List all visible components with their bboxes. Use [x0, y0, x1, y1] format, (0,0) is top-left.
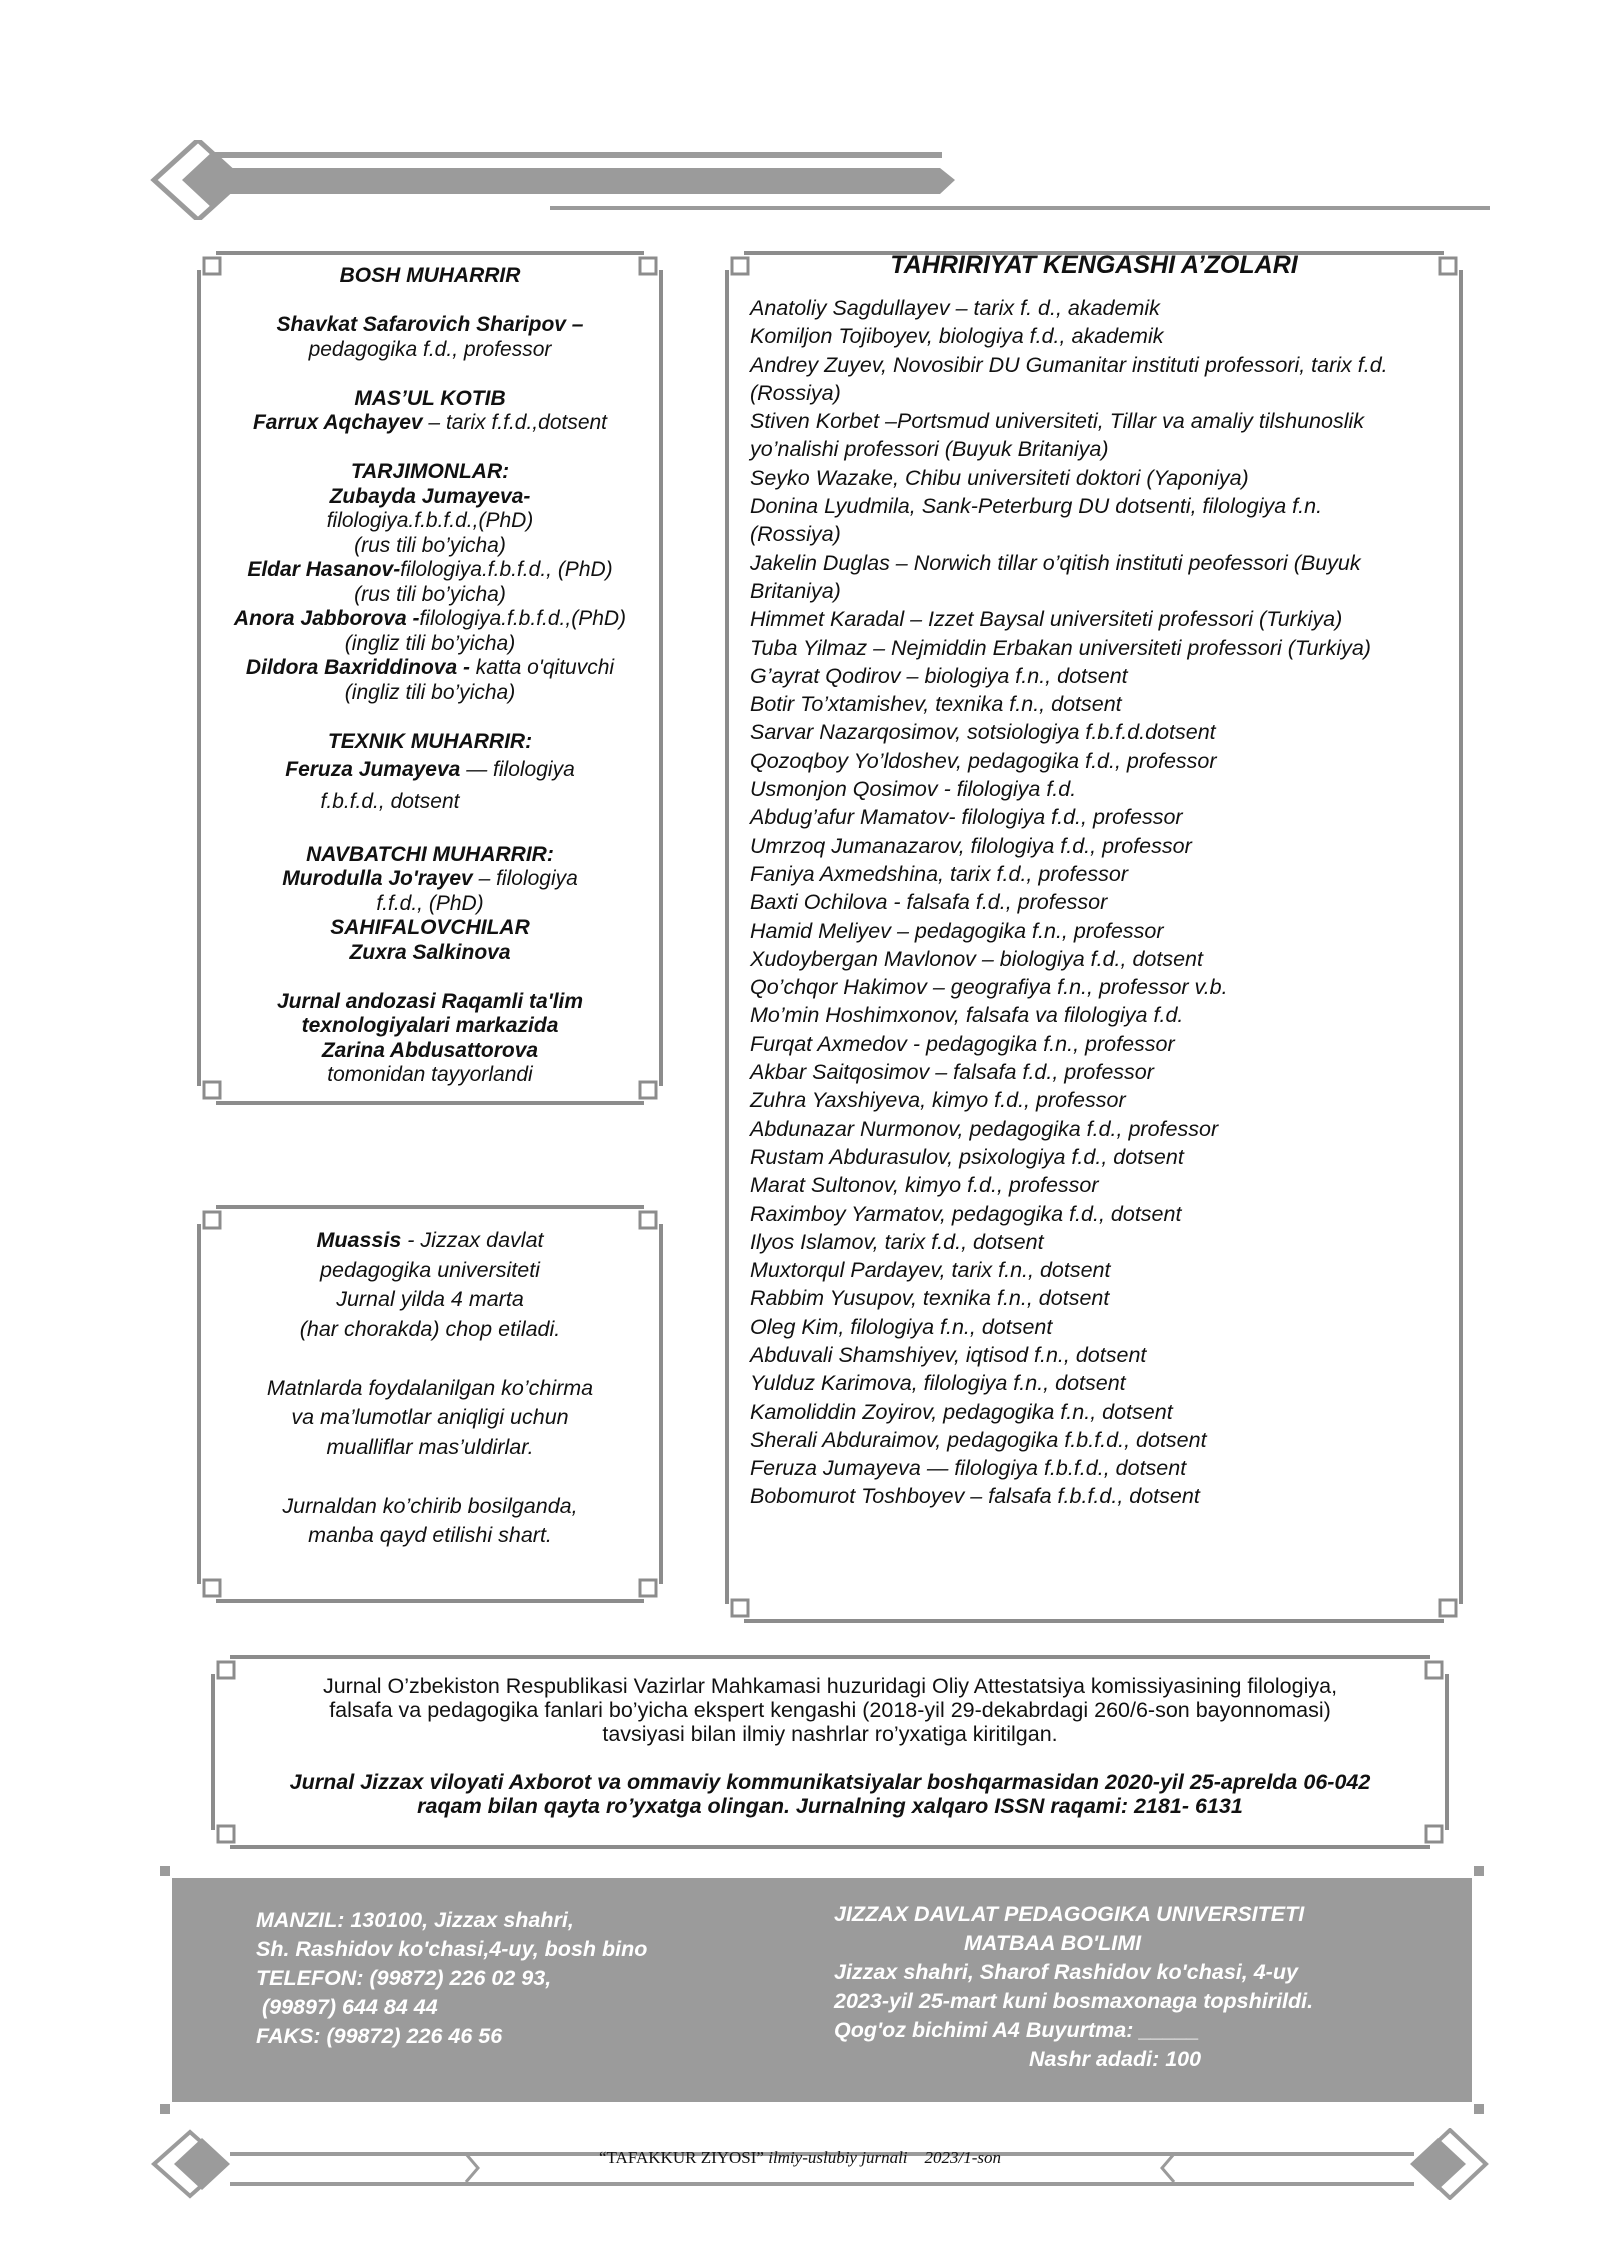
board-member: Mo’min Hoshimxonov, falsafa va filologiya f.d. — [750, 1003, 1184, 1028]
board-member: Hamid Meliyev – pedagogika f.n., professor — [750, 918, 1164, 943]
board-member: Feruza Jumayeva — filologiya f.b.f.d., dotsent — [750, 1456, 1187, 1481]
printing-date: 2023-yil 25-mart kuni bosmaxonaga topshirildi. — [834, 1989, 1314, 2013]
board-member: Sarvar Nazarqosimov, sotsiologiya f.b.f.d.dotsent — [750, 720, 1216, 745]
board-member: Baxti Ochilova - falsafa f.d., professor — [750, 890, 1108, 915]
board-member: Umrzoq Jumanazarov, filologiya f.d., professor — [750, 833, 1192, 858]
address-line: Sh. Rashidov ko'chasi,4-uy, bosh bino — [256, 1937, 648, 1961]
translator-language: (ingliz tili bo’yicha) — [344, 680, 516, 704]
board-member: Komiljon Tojiboyev, biologiya f.d., akademik — [750, 324, 1164, 349]
publication-frequency: Jurnal yilda 4 marta — [336, 1287, 524, 1311]
journal-type: ilmiy-uslubiy jurnali — [763, 2148, 908, 2167]
founder-text: - Jizzax davlat — [401, 1228, 544, 1252]
secretary-heading: MAS’UL KOTIB — [354, 386, 506, 410]
board-member: Anatoliy Sagdullayev – tarix f. d., akademik — [750, 296, 1160, 320]
tech-editor-title-2: f.b.f.d., dotsent — [320, 790, 460, 813]
board-member: Tuba Yilmaz – Nejmiddin Erbakan universiteti professori (Turkiya) — [750, 635, 1371, 660]
board-title: TAHRIRIYAT KENGASHI A’ZOLARI — [890, 251, 1298, 279]
board-member: Abdunazar Nurmonov, pedagogika f.d., professor — [750, 1116, 1219, 1141]
board-member: G’ayrat Qodirov – biologiya f.n., dotsent — [750, 663, 1128, 688]
design-credit-line-2: texnologiyalari markazida — [301, 1014, 559, 1037]
tech-editor-title: — filologiya — [460, 758, 575, 781]
print-run: Nashr adadi: 100 — [1029, 2047, 1202, 2071]
board-member: Himmet Karadal – Izzet Baysal universiteti professori (Turkiya) — [750, 607, 1343, 632]
responsibility-line-1: Matnlarda foydalanilgan ko’chirma — [266, 1375, 594, 1400]
board-member: Kamoliddin Zoyirov, pedagogika f.n., dotsent — [750, 1399, 1173, 1424]
journal-footer — [0, 2148, 1600, 2168]
board-member: Raximboy Yarmatov, pedagogika f.d., dotsent — [750, 1201, 1182, 1226]
chief-editor-name: Shavkat Safarovich Sharipov – — [276, 313, 584, 336]
editorial-staff-panel — [196, 250, 664, 1106]
translator-language: (rus tili bo’yicha) — [354, 582, 506, 606]
journal-name: “TAFAKKUR ZIYOSI” — [598, 2148, 764, 2167]
board-member: Furqat Axmedov - pedagogika f.n., professor — [750, 1031, 1175, 1056]
tech-editor-name: Feruza Jumayeva — [285, 758, 461, 781]
board-member: yo’nalishi professori (Buyuk Britaniya) — [750, 437, 1109, 462]
layout-heading: SAHIFALOVCHILAR — [330, 916, 530, 939]
tech-editor-heading: TEXNIK MUHARRIR: — [327, 729, 533, 753]
board-member-list — [750, 294, 1430, 1511]
board-member: (Rossiya) — [750, 380, 841, 405]
editorial-board-panel — [724, 250, 1464, 1624]
issue-number: 2023/1-son — [924, 2148, 1002, 2167]
secretary-name: Farrux Aqchayev — [252, 411, 423, 434]
notice-line: falsafa va pedagogika fanlari bo’yicha ekspert kengashi (2018-yil 29-dekabrdagi 260/6-son bayonnomasi) — [329, 1698, 1331, 1722]
publication-frequency-2: (har chorakda) chop etiladi. — [299, 1316, 561, 1341]
founder-line: pedagogika universiteti — [320, 1257, 540, 1282]
founder-label: Muassis — [316, 1228, 402, 1252]
registration-line: Jurnal Jizzax viloyati Axborot va ommaviy kommunikatsiyalar boshqarmasidan 2020-yil 25-aprelda 06-042 — [289, 1770, 1371, 1794]
translator-title: filologiya.f.b.f.d.,(PhD) — [326, 509, 534, 532]
board-member: Sherali Abduraimov, pedagogika f.b.f.d., dotsent — [750, 1427, 1207, 1452]
duty-editor-title-2: f.f.d., (PhD) — [376, 891, 484, 915]
board-member: Ilyos Islamov, tarix f.d., dotsent — [750, 1229, 1044, 1254]
registration-line: raqam bilan qayta ro’yxatga olingan. Jurnalning xalqaro ISSN raqami: 2181- 6131 — [417, 1794, 1243, 1818]
paper-format: Qog'oz bichimi A4 Buyurtma: _____ — [834, 2018, 1200, 2042]
translator-language: (rus tili bo’yicha) — [354, 533, 506, 557]
board-member: Usmonjon Qosimov - filologiya f.d. — [750, 777, 1077, 802]
duty-editor-heading: NAVBATCHI MUHARRIR: — [306, 842, 554, 866]
reprint-line-1: Jurnaldan ko’chirib bosilganda, — [282, 1493, 578, 1518]
fax-line: FAKS: (99872) 226 46 56 — [256, 2024, 503, 2048]
translator-title: filologiya.f.b.f.d.,(PhD) — [419, 607, 627, 630]
translator-name: Eldar Hasanov- — [247, 558, 401, 581]
printing-title: JIZZAX DAVLAT PEDAGOGIKA UNIVERSITETI — [834, 1902, 1305, 1926]
board-member: Qo’chqor Hakimov – geografiya f.n., professor v.b. — [750, 975, 1228, 1000]
board-member: Stiven Korbet –Portsmud universiteti, Tillar va amaliy tilshunoslik — [750, 409, 1364, 434]
translators-heading: TARJIMONLAR: — [350, 460, 510, 483]
board-member: Marat Sultonov, kimyo f.d., professor — [750, 1173, 1099, 1198]
board-member: Xudoybergan Mavlonov – biologiya f.d., dotsent — [750, 946, 1203, 971]
responsibility-line-3: mualliflar mas’uldirlar. — [326, 1434, 534, 1459]
printing-address: Jizzax shahri, Sharof Rashidov ko'chasi, 4-uy — [834, 1960, 1298, 1984]
phone-line: (99897) 644 84 44 — [256, 1995, 438, 2019]
chief-editor-title: pedagogika f.d., professor — [308, 337, 552, 361]
board-member: Rabbim Yusupov, texnika f.n., dotsent — [750, 1286, 1110, 1311]
board-member: Faniya Axmedshina, tarix f.d., professor — [750, 861, 1129, 886]
contact-band-corners — [160, 1866, 1484, 2114]
design-credit-line-1: Jurnal andozasi Raqamli ta'lim — [276, 989, 584, 1013]
board-member: Botir To’xtamishev, texnika f.n., dotsent — [750, 692, 1122, 717]
board-member: Jakelin Duglas – Norwich tillar o’qitish instituti peofessori (Buyuk — [750, 550, 1361, 575]
notice-line: tavsiyasi bilan ilmiy nashrlar ro’yxatiga kiritilgan. — [602, 1722, 1058, 1746]
responsibility-line-2: va ma’lumotlar aniqligi uchun — [291, 1405, 569, 1429]
printing-subtitle: MATBAA BO'LIMI — [964, 1931, 1142, 1955]
phone-line: TELEFON: (99872) 226 02 93, — [256, 1966, 552, 1990]
board-member: (Rossiya) — [750, 522, 841, 547]
translator-title: katta o'qituvchi — [475, 656, 615, 679]
design-credit-name: Zarina Abdusattorova — [321, 1038, 539, 1062]
board-member: Akbar Saitqosimov – falsafa f.d., professor — [750, 1060, 1154, 1085]
duty-editor-name: Murodulla Jo'rayev — [282, 867, 473, 890]
board-member: Britaniya) — [750, 578, 841, 603]
board-member: Donina Lyudmila, Sank-Peterburg DU dotsenti, filologiya f.n. — [750, 494, 1323, 519]
address-line: MANZIL: 130100, Jizzax shahri, — [256, 1908, 574, 1932]
translator-title: filologiya.f.b.f.d., (PhD) — [400, 558, 613, 581]
board-member: Qozoqboy Yo’ldoshev, pedagogika f.d., professor — [750, 748, 1217, 773]
layout-name: Zuxra Salkinova — [349, 940, 511, 964]
notice-line: Jurnal O’zbekiston Respublikasi Vazirlar Mahkamasi huzuridagi Oliy Attestatsiya komissiyasining filologiya, — [322, 1674, 1338, 1698]
translator-name: Anora Jabborova - — [233, 607, 420, 630]
board-member: Bobomurot Toshboyev – falsafa f.b.f.d., dotsent — [750, 1484, 1200, 1509]
reprint-line-2: manba qayd etilishi shart. — [308, 1523, 552, 1547]
board-member: Seyko Wazake, Chibu universiteti doktori (Yaponiya) — [750, 465, 1249, 490]
secretary-title: – tarix f.f.d.,dotsent — [422, 411, 608, 434]
board-member: Yulduz Karimova, filologiya f.n., dotsent — [750, 1371, 1126, 1396]
board-member: Abdug’afur Mamatov- filologiya f.d., professor — [750, 805, 1183, 830]
translator-name: Dildora Baxriddinova - — [245, 656, 476, 679]
board-member: Andrey Zuyev, Novosibir DU Gumanitar instituti professori, tarix f.d. — [750, 352, 1388, 377]
board-member: Zuhra Yaxshiyeva, kimyo f.d., professor — [750, 1088, 1126, 1113]
top-ornament — [150, 140, 1490, 220]
chief-editor-heading: BOSH MUHARRIR — [339, 264, 521, 287]
duty-editor-title: – filologiya — [472, 867, 578, 890]
board-member: Oleg Kim, filologiya f.n., dotsent — [750, 1314, 1053, 1339]
board-member: Rustam Abdurasulov, psixologiya f.d., dotsent — [750, 1144, 1184, 1169]
translator-name: Zubayda Jumayeva- — [329, 484, 531, 508]
founder-panel — [196, 1204, 664, 1604]
board-member: Muxtorqul Pardayev, tarix f.n., dotsent — [750, 1258, 1111, 1283]
design-credit-line-3: tomonidan tayyorlandi — [327, 1063, 533, 1086]
translator-language: (ingliz tili bo’yicha) — [344, 631, 516, 655]
registration-notice-panel — [210, 1654, 1450, 1850]
board-member: Abduvali Shamshiyev, iqtisod f.n., dotsent — [750, 1342, 1147, 1367]
